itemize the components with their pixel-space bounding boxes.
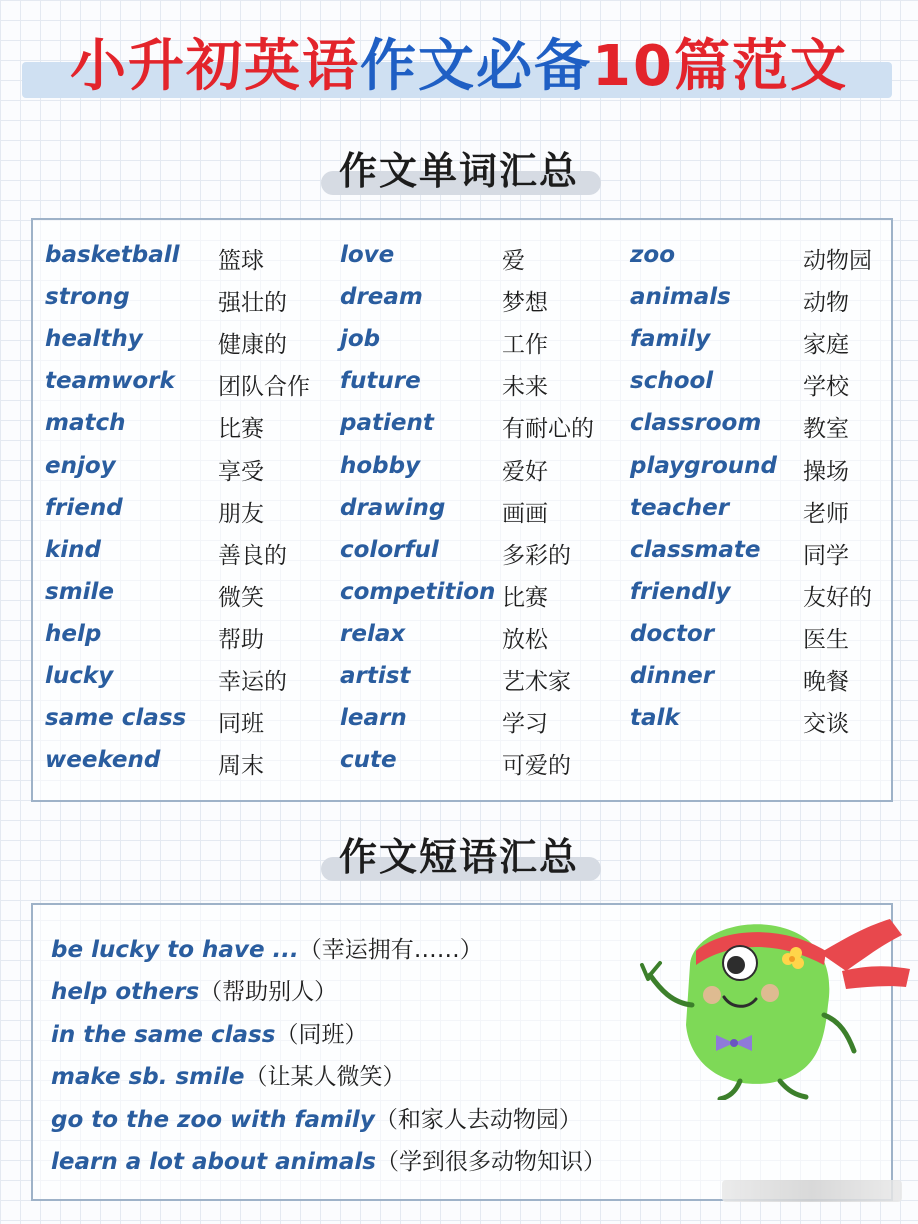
vocab-word-zh: 交谈 xyxy=(803,711,849,738)
vocab-word-zh: 画画 xyxy=(502,500,548,527)
vocab-word-en: patient xyxy=(340,410,434,437)
vocab-word-en: dream xyxy=(340,284,423,311)
vocab-word-en: relax xyxy=(340,620,406,647)
vocab-word-zh: 强壮的 xyxy=(218,290,287,317)
vocab-word-en: colorful xyxy=(340,536,439,563)
phrase-item xyxy=(51,931,483,964)
headband-tail-icon xyxy=(820,919,902,971)
vocab-word-zh: 工作 xyxy=(502,332,548,359)
vocab-section-title: 作文单词汇总 xyxy=(329,140,589,195)
phrase-section-heading xyxy=(0,826,918,881)
vocab-word-zh: 爱 xyxy=(502,248,525,274)
watermark-blur xyxy=(722,1180,902,1202)
vocab-word-en: healthy xyxy=(45,326,143,353)
phrase-zh: （和家人去动物园） xyxy=(374,1106,582,1133)
vocab-word-zh: 比赛 xyxy=(502,584,548,611)
vocab-word-en: match xyxy=(45,410,126,437)
vocab-word-zh: 健康的 xyxy=(218,332,287,359)
vocab-word-en: animals xyxy=(630,284,731,311)
vocab-word-zh: 学校 xyxy=(803,374,849,401)
vocab-word-en: classmate xyxy=(630,536,761,563)
vocab-word-en: strong xyxy=(45,284,130,311)
title-part-2: 作文必备 xyxy=(360,34,593,99)
vocab-word-zh: 艺术家 xyxy=(502,669,571,695)
vocab-word-zh: 家庭 xyxy=(803,332,849,359)
vocab-word-zh: 学习 xyxy=(502,711,548,738)
vocab-word-en: enjoy xyxy=(45,452,116,479)
vocab-word-en: lucky xyxy=(45,663,114,689)
vocab-word-zh: 比赛 xyxy=(218,416,264,443)
title-part-3: 10篇范文 xyxy=(592,34,848,99)
vocab-table xyxy=(31,218,893,802)
vocab-word-zh: 友好的 xyxy=(803,584,872,611)
vocab-word-zh: 多彩的 xyxy=(502,542,571,569)
phrase-item xyxy=(51,973,337,1006)
phrase-en: in the same class xyxy=(51,1021,276,1048)
vocab-word-en: help xyxy=(45,620,102,647)
vocab-word-en: basketball xyxy=(45,242,180,268)
vocab-word-en: competition xyxy=(340,578,496,605)
vocab-word-en: teamwork xyxy=(45,368,175,395)
vocab-word-zh: 教室 xyxy=(803,416,849,443)
phrase-en: learn a lot about animals xyxy=(51,1149,376,1175)
vocab-word-zh: 幸运的 xyxy=(218,669,287,695)
phrase-item xyxy=(51,1101,582,1134)
vocab-word-zh: 老师 xyxy=(803,500,849,527)
vocab-section-heading xyxy=(0,140,918,195)
vocab-word-en: friend xyxy=(45,494,123,521)
vocab-word-zh: 有耐心的 xyxy=(502,416,594,443)
vocab-word-en: talk xyxy=(630,705,680,732)
vocab-word-en: cute xyxy=(340,747,397,774)
phrase-en: be lucky to have ... xyxy=(51,937,299,963)
phrase-zh: （幸运拥有……） xyxy=(298,937,483,963)
vocab-word-en: future xyxy=(340,368,421,395)
vocab-word-en: doctor xyxy=(630,620,715,647)
vocab-word-zh: 动物 xyxy=(803,290,849,317)
vocab-word-zh: 微笑 xyxy=(218,584,264,611)
vocab-word-zh: 善良的 xyxy=(218,542,287,569)
vocab-word-zh: 梦想 xyxy=(502,290,548,317)
vocab-word-zh: 爱好 xyxy=(502,458,548,485)
phrase-zh: （学到很多动物知识） xyxy=(375,1149,606,1175)
vocab-word-en: learn xyxy=(340,705,407,732)
vocab-word-zh: 放松 xyxy=(502,626,548,653)
phrase-en: make sb. smile xyxy=(51,1064,245,1091)
vocab-word-zh: 享受 xyxy=(218,458,264,485)
vocab-word-en: hobby xyxy=(340,452,421,479)
phrase-en: help others xyxy=(51,979,200,1006)
phrase-zh: （同班） xyxy=(275,1021,368,1048)
phrase-item xyxy=(51,1058,406,1091)
mascot-illustration xyxy=(620,905,918,1100)
title-part-1: 小升初英语 xyxy=(70,34,361,99)
vocab-word-en: school xyxy=(630,368,714,395)
vocab-word-en: friendly xyxy=(630,578,731,605)
vocab-word-en: smile xyxy=(45,578,115,605)
vocab-word-en: weekend xyxy=(45,747,161,774)
phrase-en: go to the zoo with family xyxy=(51,1106,375,1133)
vocab-word-zh: 晚餐 xyxy=(803,669,849,695)
vocab-word-en: same class xyxy=(45,705,187,732)
vocab-word-zh: 周末 xyxy=(218,753,264,780)
vocab-word-en: classroom xyxy=(630,410,762,437)
vocab-word-en: teacher xyxy=(630,494,730,521)
vocab-word-en: drawing xyxy=(340,494,446,521)
phrase-item xyxy=(51,1143,606,1176)
vocab-word-en: artist xyxy=(340,663,411,689)
vocab-word-en: dinner xyxy=(630,663,715,689)
vocab-word-zh: 未来 xyxy=(502,374,548,401)
phrase-zh: （帮助别人） xyxy=(199,979,338,1006)
page-title xyxy=(0,22,918,102)
vocab-word-en: playground xyxy=(630,452,777,479)
vocab-word-zh: 同学 xyxy=(803,542,849,569)
vocab-word-zh: 朋友 xyxy=(218,500,264,527)
vocab-word-zh: 篮球 xyxy=(218,248,264,274)
vocab-word-zh: 可爱的 xyxy=(502,753,571,780)
vocab-word-en: zoo xyxy=(630,242,675,268)
vocab-word-en: love xyxy=(340,242,395,268)
vocab-word-zh: 同班 xyxy=(218,711,264,738)
vocab-word-zh: 团队合作 xyxy=(218,374,310,401)
vocab-word-zh: 医生 xyxy=(803,626,849,653)
vocab-word-en: job xyxy=(340,326,381,353)
vocab-word-en: kind xyxy=(45,536,102,563)
phrase-item xyxy=(51,1016,367,1049)
phrase-section-title: 作文短语汇总 xyxy=(329,826,589,881)
vocab-word-en: family xyxy=(630,326,711,353)
vocab-word-zh: 帮助 xyxy=(218,626,264,653)
phrase-zh: （让某人微笑） xyxy=(244,1064,406,1091)
vocab-word-zh: 动物园 xyxy=(803,248,872,274)
vocab-word-zh: 操场 xyxy=(803,458,849,485)
